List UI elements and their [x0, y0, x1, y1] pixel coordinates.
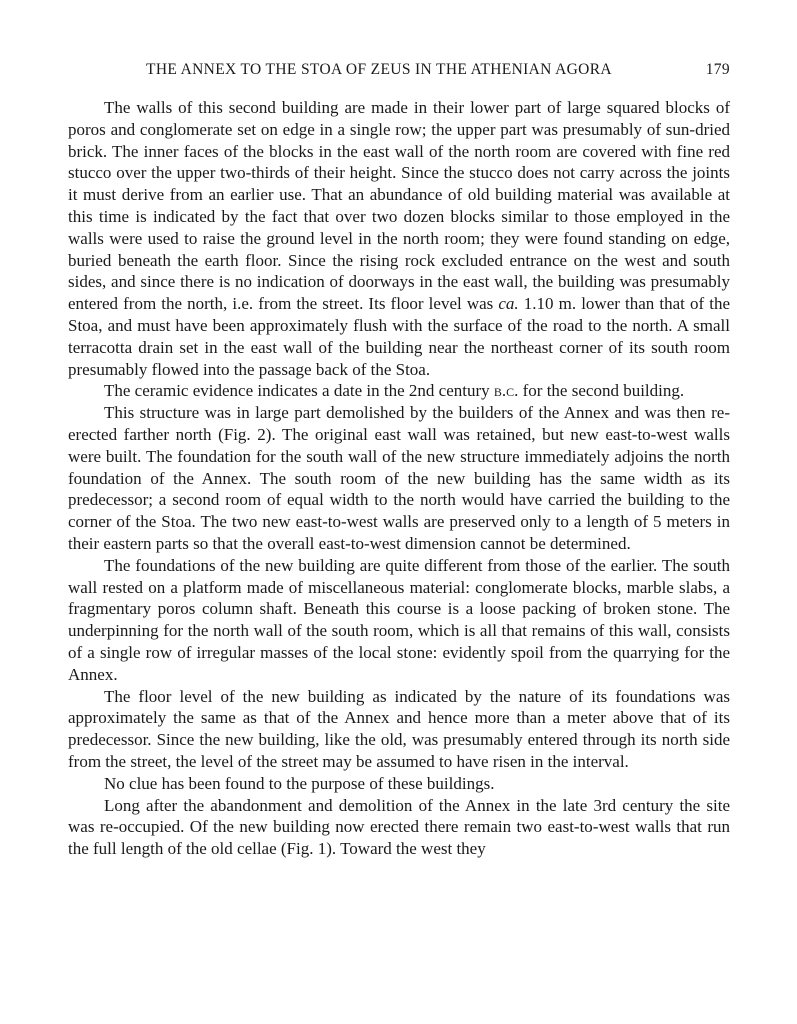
page-number: 179: [705, 61, 730, 78]
paragraph-1-circa: ca.: [498, 294, 519, 314]
paragraph-1-text-after: 1.10 m. lower than that of the Stoa, and must have been approximately flush with the surface of the road to the north. A small terracotta drain set in the east wall of the building near the northeast corner of its south room presumably flowed into the passage back of the Stoa.: [68, 294, 731, 379]
paragraph-2-era: b.c.: [493, 381, 519, 401]
running-head: [68, 60, 730, 80]
paragraph-1: [68, 97, 730, 380]
paragraph-3: This structure was in large part demolished by the builders of the Annex and was then re-erected farther north (Fig. 2). The original east wall was retained, but new east-to-west walls were built. The foundation for the south wall of the new structure immediately adjoins the north foundation of the Annex. The south room of the new building has the same width as its predecessor; a second room of equal width to the north would have carried the building to the corner of the Stoa. The two new east-to-west walls are preserved only to a length of 5 meters in their eastern parts so that the overall east-to-west dimension cannot be determined.: [68, 403, 730, 553]
paragraph-7: Long after the abandonment and demolition of the Annex in the late 3rd century the site was re-occupied. Of the new building now erected there remain two east-to-west walls that run the full length of the old cellae (Fig. 1). Toward the west they: [68, 795, 730, 859]
running-head-title: THE ANNEX TO THE STOA OF ZEUS IN THE ATHENIAN AGORA: [146, 61, 612, 78]
paragraph-5: The floor level of the new building as indicated by the nature of its foundations was approximately the same as that of the Annex and hence more than a meter above that of its predecessor. Since the new building, like the old, was presumably entered through its north side from the street, the level of the street may be assumed to have risen in the interval.: [68, 686, 730, 771]
paragraph-2: [68, 380, 730, 402]
paragraph-1-text: The walls of this second building are made in their lower part of large squared blocks of poros and conglomerate set on edge in a single row; the upper part was presumably of sun-dried brick. The inner faces of the blocks in the east wall of the north room are covered with fine red stucco over the upper two-thirds of their height. Since the stucco does not carry across the joints it must derive from an earlier use. That an abundance of old building material was available at this time is indicated by the fact that over two dozen blocks similar to those employed in the walls were used to raise the ground level in the north room; they were found standing on edge, buried beneath the earth floor. Since the rising rock excluded entrance on the west and south sides, and since there is no indication of doorways in the east wall, the building was presumably entered from the north, i.e. from the street. Its floor level was: [68, 98, 730, 314]
paragraph-2-text: The ceramic evidence indicates a date in the 2nd century: [104, 381, 490, 401]
paragraph-2-text-after: for the second building.: [522, 381, 685, 401]
body-text: [68, 97, 730, 860]
paragraph-6: No clue has been found to the purpose of these buildings.: [104, 773, 495, 793]
paragraph-4: The foundations of the new building are quite different from those of the earlier. The south wall rested on a platform made of miscellaneous material: conglomerate blocks, marble slabs, a fragmentary poros column shaft. Beneath this course is a loose packing of broken stone. The underpinning for the north wall of the south room, which is all that remains of this wall, consists of a single row of irregular masses of the local stone: evidently spoil from the quarrying for the Annex.: [68, 555, 730, 684]
